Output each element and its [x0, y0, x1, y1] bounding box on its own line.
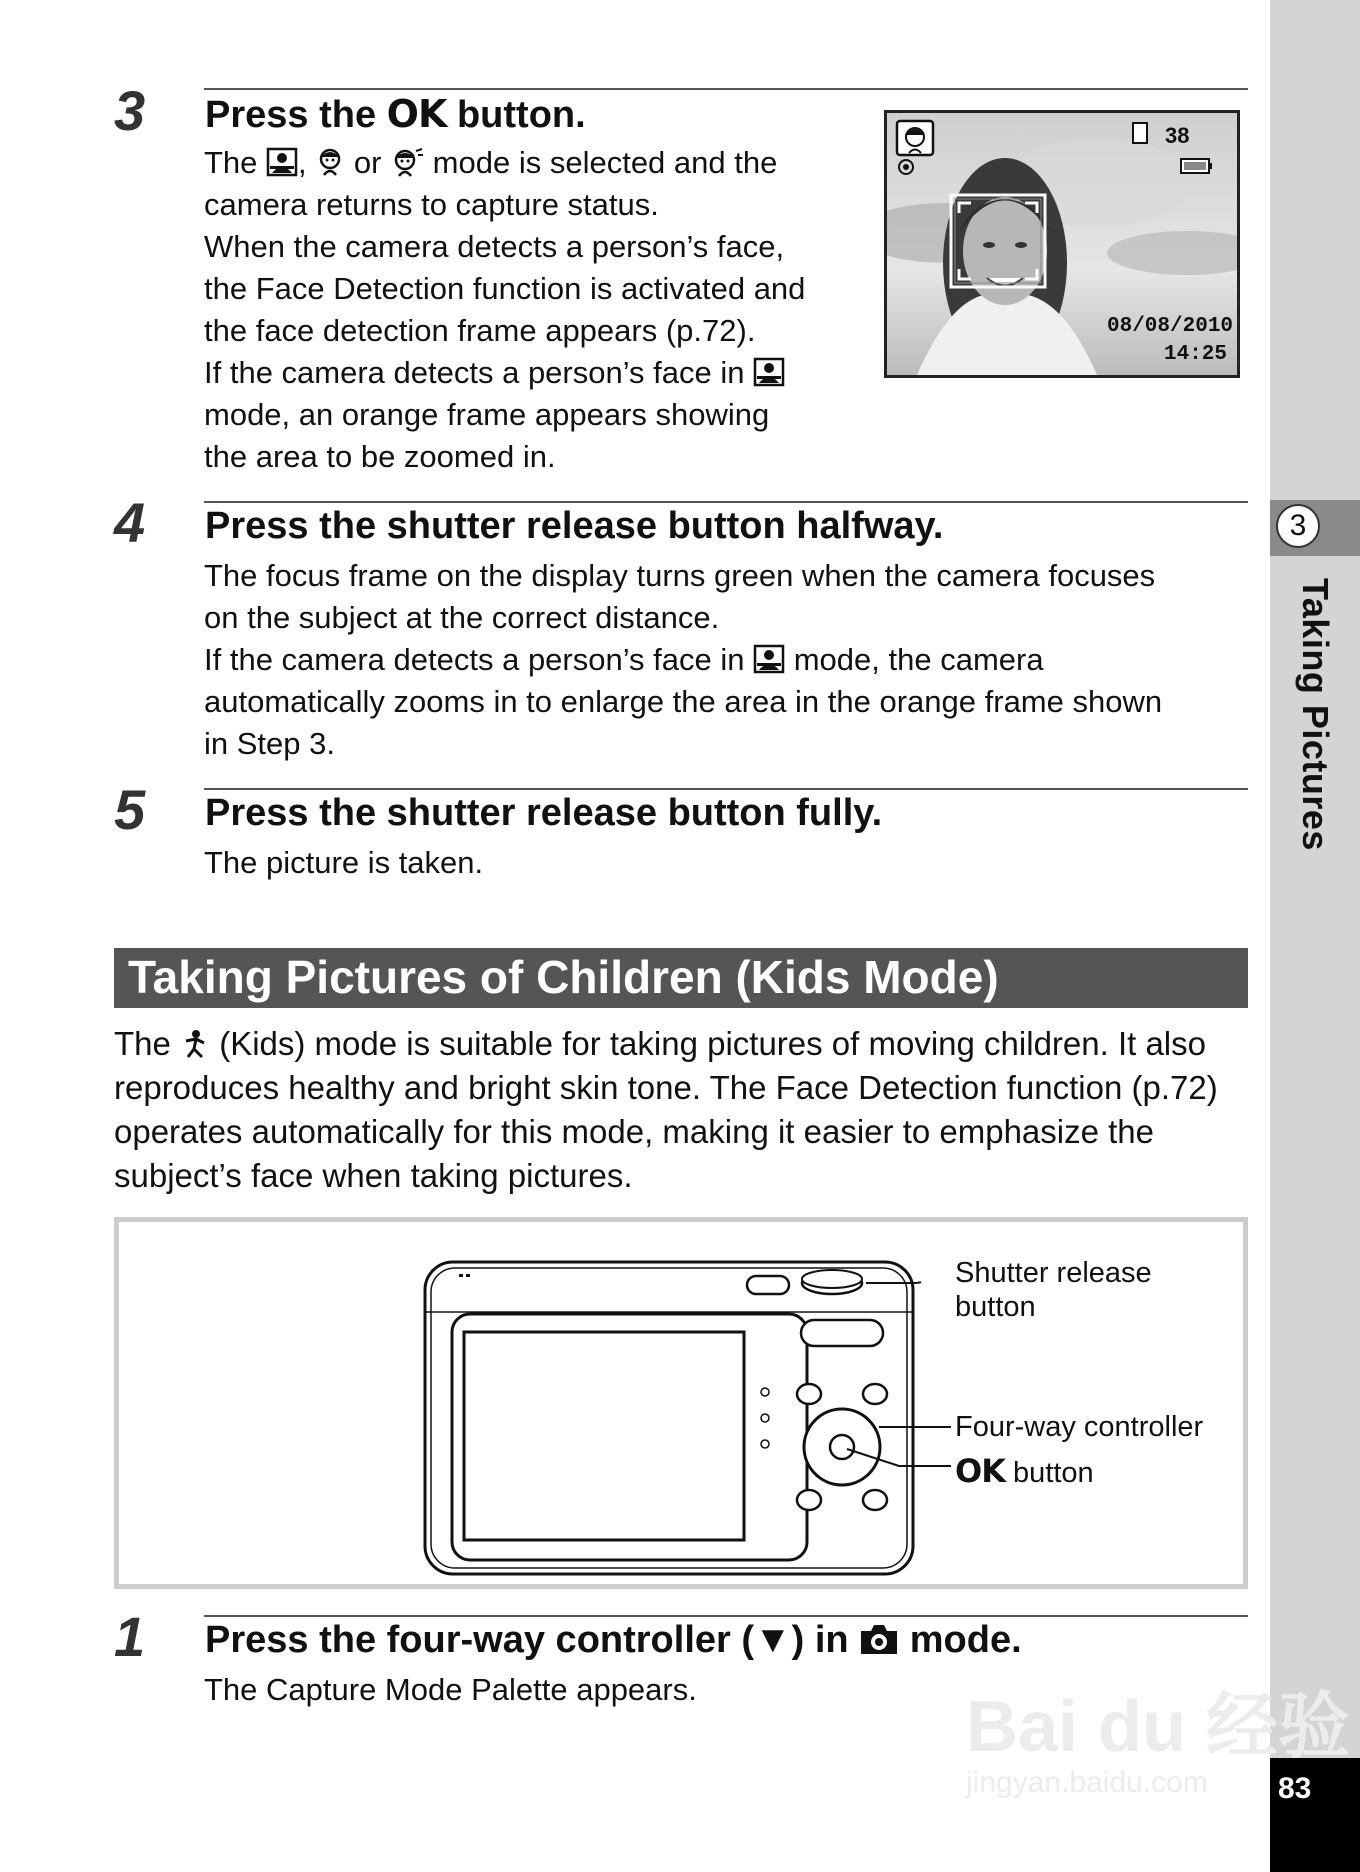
label-line: button: [955, 1291, 1036, 1323]
portrait-mode-icon: [315, 147, 345, 177]
face-button: [797, 1490, 821, 1510]
down-arrow-icon: ▼: [754, 1619, 792, 1661]
section-intro: [114, 1022, 1254, 1198]
four-way-controller-label: Four-way controller: [955, 1411, 1204, 1443]
memory-card-icon: [1133, 123, 1147, 143]
step-1-line: The Capture Mode Palette appears.: [204, 1672, 697, 1707]
step-3-rule: [204, 88, 1248, 90]
step-4-body: [204, 555, 1264, 765]
camera-mode-icon: [859, 1622, 899, 1656]
baidu-watermark: Bai du 经验: [966, 1687, 1351, 1767]
kids-portrait-mode-icon: [390, 147, 424, 177]
step-4-line: in Step 3.: [204, 726, 335, 761]
step-4-rule: [204, 501, 1248, 503]
step-3-line: the face detection frame appears (p.72).: [204, 313, 756, 348]
text: mode, the camera: [785, 642, 1044, 677]
label-suffix: button: [1005, 1457, 1094, 1489]
step-5-number: 5: [114, 778, 146, 841]
chapter-sidebar: [1270, 0, 1360, 1872]
ok-glyph: OK: [386, 92, 447, 136]
step-3-line: the area to be zoomed in.: [204, 439, 556, 474]
step-3-body: [204, 142, 864, 478]
page-number: 83: [1278, 1772, 1312, 1805]
step-4-line: The focus frame on the display turns green when the camera focuses: [204, 558, 1156, 593]
step-1-rule: [204, 1615, 1248, 1617]
baidu-watermark-url: jingyan.baidu.com: [966, 1766, 1208, 1799]
text: mode is selected and the: [424, 145, 778, 180]
step-4-number: 4: [114, 491, 146, 554]
lcd-shots-remaining: 38: [1165, 123, 1190, 148]
zoom-lever: [801, 1320, 883, 1346]
menu-button: [863, 1384, 887, 1404]
label-line: Shutter release: [955, 1257, 1152, 1289]
step-4-title: Press the shutter release button halfway.: [205, 505, 944, 547]
lcd-date: 08/08/2010: [1107, 315, 1234, 338]
shutter-release-label: [955, 1256, 1152, 1324]
step-5-line: The picture is taken.: [204, 845, 484, 880]
step-1-title: [205, 1619, 1022, 1662]
step-3-title-post: button.: [446, 94, 586, 136]
text: mode.: [899, 1619, 1022, 1661]
lcd-time: 14:25: [1164, 343, 1228, 366]
text: (Kids) mode is suitable for taking pictures of moving children. It also reproduces healthy and bright skin tone. The Face Detection function (p.72) operates automatically for this mode, making it easier to emphasize the subject’s face when taking pictures.: [114, 1025, 1218, 1194]
green-button: [863, 1490, 887, 1510]
kids-mode-icon: [180, 1029, 210, 1059]
step-3-line: camera returns to capture status.: [204, 187, 659, 222]
lcd-photo: [887, 113, 1237, 375]
step-3-line: the Face Detection function is activated and: [204, 271, 806, 306]
step-3-title-pre: Press the: [205, 94, 387, 136]
ok-glyph: OK: [955, 1452, 1005, 1490]
text: If the camera detects a person’s face in: [204, 355, 754, 390]
section-title: Taking Pictures of Children (Kids Mode): [128, 951, 999, 1003]
text: or: [345, 145, 391, 180]
step-3-line: When the camera detects a person’s face,: [204, 229, 785, 264]
step-3-number: 3: [114, 79, 146, 142]
camera-figure: [114, 1217, 1248, 1589]
text: The: [204, 145, 267, 180]
chapter-title: Taking Pictures: [1295, 578, 1336, 851]
playback-button: [797, 1384, 821, 1404]
power-button: [747, 1276, 789, 1294]
text: Press the four-way controller (: [205, 1619, 755, 1661]
chapter-number: 3: [1276, 504, 1320, 548]
auto-picture-mode-icon: [753, 644, 785, 674]
step-5-title: Press the shutter release button fully.: [205, 792, 883, 834]
step-1-number: 1: [114, 1605, 146, 1668]
step-3-line: mode, an orange frame appears showing: [204, 397, 770, 432]
text: If the camera detects a person’s face in: [204, 642, 754, 677]
ok-button: [830, 1435, 854, 1459]
auto-picture-mode-icon: [753, 357, 785, 387]
text: ) in: [791, 1619, 860, 1661]
step-4-line: automatically zooms in to enlarge the area in the orange frame shown: [204, 684, 1163, 719]
camera-lcd-screen: [884, 110, 1240, 378]
ok-button-label: [955, 1454, 1094, 1490]
step-3-title: [205, 92, 586, 137]
step-5-body: [204, 842, 1204, 884]
step-5-rule: [204, 788, 1248, 790]
auto-picture-mode-icon: [266, 147, 298, 177]
step-4-line: on the subject at the correct distance.: [204, 600, 720, 635]
camera-lcd-monitor: [464, 1332, 744, 1540]
text: ,: [298, 145, 316, 180]
text: The: [114, 1025, 181, 1062]
